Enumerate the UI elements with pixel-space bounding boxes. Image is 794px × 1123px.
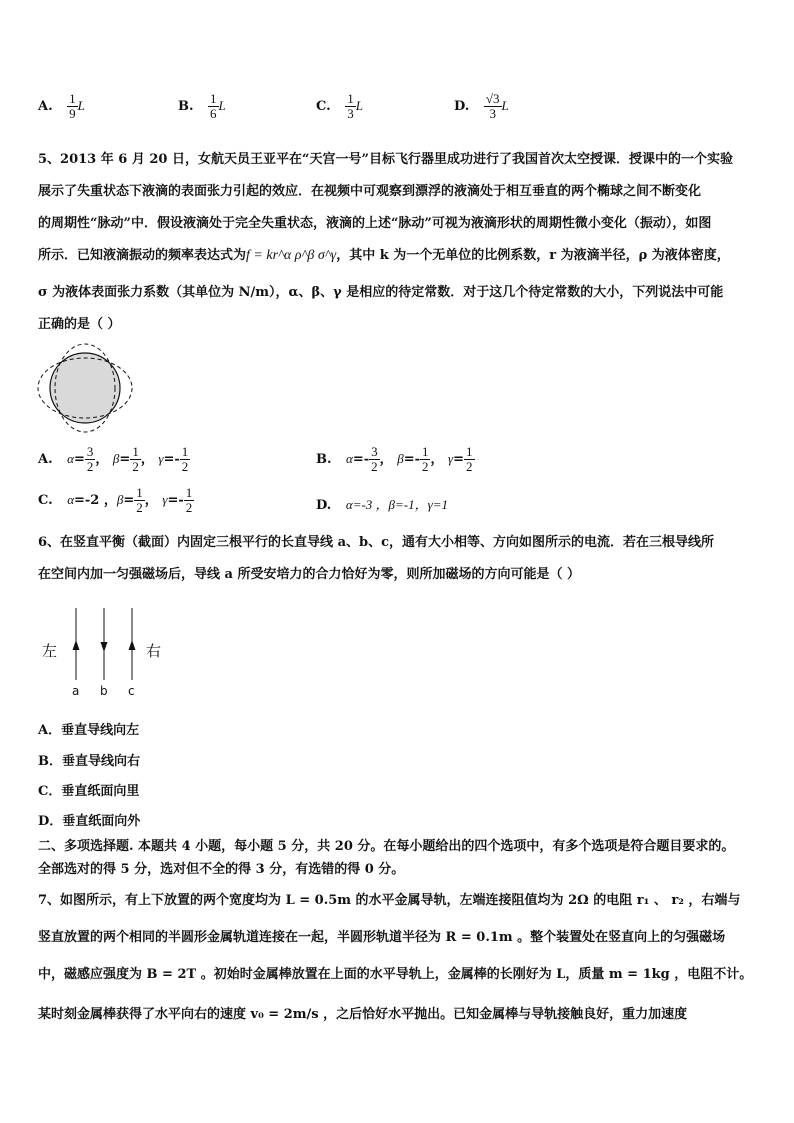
fraction — [345, 92, 356, 121]
q5-line-4-pre: 所示．已知液滴振动的频率表达式为 — [38, 248, 247, 263]
variable: L — [501, 98, 509, 113]
q6-option-a: A．垂直导线向左 — [38, 723, 140, 738]
numerator: 1 — [210, 91, 217, 106]
q7-line-2: 竖直放置的两个相同的半圆形金属轨道连接在一起，半圆形轨道半径为 R = 0.1m 。整个装置处在竖直向上的匀强磁场 — [38, 930, 726, 945]
frequency-formula: f = kr^α ρ^β σ^γ — [246, 248, 337, 263]
droplet-figure — [36, 342, 136, 434]
q7-line-4: 某时刻金属棒获得了水平向右的速度 v₀ = 2m/s ，之后恰好水平抛出。已知金属棒与导轨接触良好，重力加速度 — [38, 1007, 688, 1022]
wire-label-b: b — [100, 684, 108, 698]
arrow-up-icon — [129, 640, 136, 650]
section2-line-2: 全部选对的得 5 分，选对但不全的得 3 分，有选错的得 0 分。 — [38, 862, 405, 877]
q5-line-1: 5、2013 年 6 月 20 日，女航天员王亚平在“天宫一号”目标飞行器里成功进行了我国首次太空授课．授课中的一个实验 — [38, 152, 733, 167]
variable: L — [218, 98, 226, 113]
option-text: α=-3 ，β=-1，γ=1 — [345, 497, 449, 512]
wires-figure — [62, 604, 142, 684]
variable: L — [355, 98, 363, 113]
q5-line-4 — [38, 244, 730, 264]
q6-line-2: 在空间内加一匀强磁场后，导线 a 所受安培力的合力恰好为零，则所加磁场的方向可能是（ ） — [38, 567, 581, 582]
option-label: C. — [38, 493, 53, 508]
option-label: D. — [454, 99, 470, 114]
section2-line-1: 二、多项选择题. 本题共 4 小题，每小题 5 分，共 20 分。在每小题给出的四个选项中，有多个选项是符合题目要求的。 — [38, 839, 735, 854]
q5-option-d — [316, 494, 448, 513]
numerator: √3 — [485, 91, 500, 106]
q5-line-6: 正确的是（ ） — [38, 317, 121, 332]
q4-option-d — [454, 92, 509, 121]
q5-option-b: B. α=- $\frac{3}{2}$ ， β=- $\frac{1}{2}$ ， γ= $\frac{1}{2}$ — [316, 444, 473, 474]
option-label: A. — [38, 452, 53, 467]
label-right: 右 — [146, 642, 162, 660]
q5-line-5: σ 为液体表面张力系数（其单位为 N/m），α、β、γ 是相应的待定常数．对于这几个待定常数的大小，下列说法中可能 — [38, 285, 724, 300]
option-label: D. — [316, 498, 332, 513]
denominator: 6 — [210, 106, 217, 121]
q7-line-1: 7、如图所示，有上下放置的两个宽度均为 L = 0.5m 的水平金属导轨，左端连接阻值均为 2Ω 的电阻 r₁ 、 r₂ ，右端与 — [38, 893, 741, 908]
option-label: A. — [38, 99, 53, 114]
q6-option-b: B．垂直导线向右 — [38, 754, 140, 769]
q7-line-3: 中，磁感应强度为 B = 2T 。初始时金属棒放置在上面的水平导轨上，金属棒的长刚好为 L，质量 m = 1kg ，电阻不计。 — [38, 967, 753, 982]
variable: L — [77, 98, 85, 113]
arrow-up-icon — [73, 640, 80, 650]
q5-option-c: C. α=-2 ，β= $\frac{1}{2}$ ， γ=- $\frac{1}{2}$ — [38, 485, 193, 515]
denominator: 3 — [347, 106, 354, 121]
fraction — [67, 92, 78, 121]
denominator: 9 — [69, 106, 76, 121]
q6-option-d: D．垂直纸面向外 — [38, 814, 141, 829]
q5-line-2: 展示了失重状态下液滴的表面张力引起的效应．在视频中可观察到漂浮的液滴处于相互垂直的两个椭球之间不断变化 — [38, 184, 702, 199]
q6-option-c: C．垂直纸面向里 — [38, 784, 140, 799]
fraction — [208, 92, 219, 121]
option-label: B. — [316, 452, 332, 467]
wire-label-a: a — [72, 684, 80, 698]
q5-line-3: 的周期性“脉动”中．假设液滴处于完全失重状态，液滴的上述“脉动”可视为液滴形状的周期性微小变化（振动），如图 — [38, 216, 712, 231]
q5-option-a: A. α= $\frac{3}{2}$ ， β= $\frac{1}{2}$ ， γ=- $\frac{1}{2}$ — [38, 444, 189, 474]
denominator: 3 — [489, 106, 496, 121]
label-left: 左 — [42, 642, 58, 660]
wire-label-c: c — [128, 684, 135, 698]
q6-line-1: 6、在竖直平衡（截面）内固定三根平行的长直导线 a、b、c，通有大小相等、方向如图所示的电流．若在三根导线所 — [38, 535, 715, 550]
option-label: C. — [316, 99, 331, 114]
q4-option-b — [178, 92, 226, 121]
option-label: B. — [178, 99, 194, 114]
numerator: 1 — [69, 91, 76, 106]
q4-option-a — [38, 92, 85, 121]
q4-option-c — [316, 92, 363, 121]
arrow-down-icon — [101, 642, 108, 652]
fraction — [484, 92, 502, 121]
numerator: 1 — [347, 91, 354, 106]
q5-line-4-post: ，其中 k 为一个无单位的比例系数，r 为液滴半径，ρ 为液体密度， — [336, 248, 730, 263]
